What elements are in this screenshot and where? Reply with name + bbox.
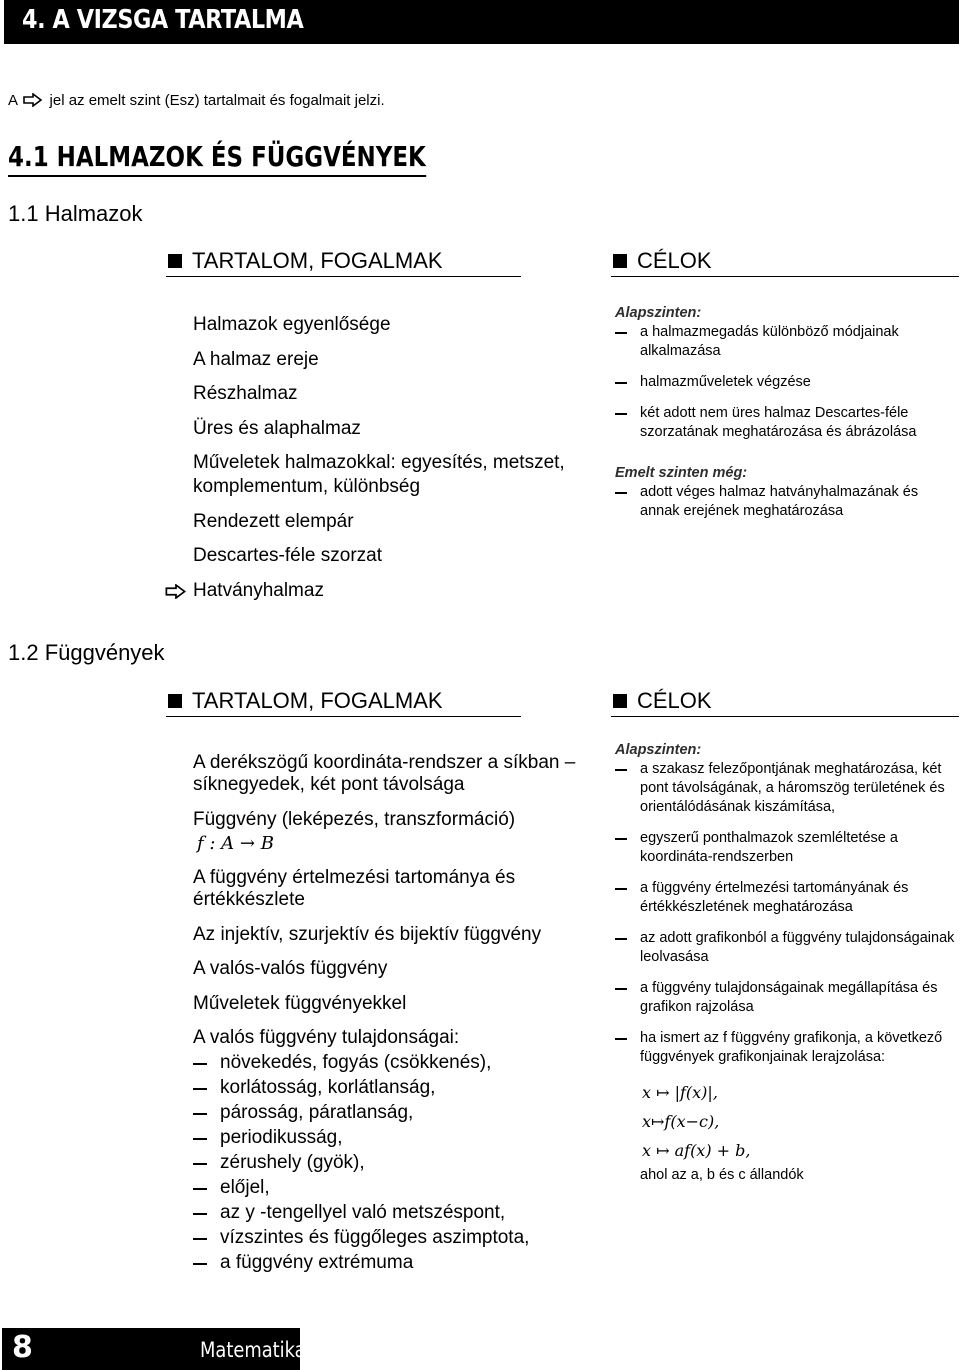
constants-note: ahol az a, b és c állandók <box>640 1167 804 1183</box>
property-item: a függvény extrémuma <box>193 1252 583 1274</box>
goal-item: ha ismert az f függvény grafikonja, a következő függvények grafikonjainak lerajzolása: <box>615 1029 960 1067</box>
list-item: A függvény értelmezési tartománya és értékkészlete <box>193 867 516 910</box>
list-item: Műveletek halmazokkal: egyesítés, metszet, <box>193 452 565 473</box>
property-item: párosság, páratlanság, <box>193 1102 583 1124</box>
property-item: vízszintes és függőleges aszimptota, <box>193 1227 583 1249</box>
square-bullet-icon <box>168 254 182 268</box>
formula-abs: x ↦ |f(x)|, <box>642 1083 718 1102</box>
note-prefix: A <box>8 92 18 109</box>
goal-item: adott véges halmaz hatványhalmazának és annak erejének meghatározása <box>615 483 960 521</box>
content-heading-label: TARTALOM, FOGALMAK <box>192 248 443 273</box>
note-text: jel az emelt szint (Esz) tartalmait és fogalmait jelzi. <box>49 92 385 109</box>
functions-content-list <box>193 752 583 1277</box>
list-item: A halmaz ereje <box>193 348 319 370</box>
list-item: A valós-valós függvény <box>193 958 388 979</box>
subject-label: Matematika <box>200 1338 306 1362</box>
goal-item: halmazműveletek végzése <box>615 373 960 392</box>
square-bullet-icon <box>168 694 182 708</box>
list-item: komplementum, különbség <box>193 476 421 497</box>
page-footer <box>2 1328 306 1370</box>
list-item: Az injektív, szurjektív és bijektív függvény <box>193 923 542 945</box>
square-bullet-icon <box>613 254 627 268</box>
section-title: 4.1 HALMAZOK ÉS FÜGGVÉNYEK <box>8 140 426 177</box>
sets-content-list <box>193 314 565 614</box>
list-item: Műveletek függvényekkel <box>193 992 407 1014</box>
subsection-title-sets: 1.1 Halmazok <box>8 201 143 226</box>
legend-note <box>8 92 385 109</box>
sets-goals <box>615 304 960 533</box>
goal-item: a szakasz felezőpontjának meghatározása, két pont távolságának, a háromszög területének és orientálódásának kiszámítása, <box>615 760 960 817</box>
goal-item: két adott nem üres halmaz Descartes-féle szorzatának meghatározása és ábrázolása <box>615 404 960 442</box>
content-heading <box>166 686 521 717</box>
hollow-arrow-icon <box>165 584 187 599</box>
functions-goals <box>615 741 960 1185</box>
goal-item: egyszerű ponthalmazok szemléltetése a koordináta-rendszerben <box>615 829 960 867</box>
basic-level-label: Alapszinten: <box>615 742 702 758</box>
goals-heading <box>611 246 959 277</box>
formula-scale: x ↦ af(x) + b, <box>642 1141 751 1160</box>
chapter-header-bar <box>4 0 959 44</box>
goal-item: az adott grafikonból a függvény tulajdonságainak leolvasása <box>615 929 960 967</box>
property-item: periodikusság, <box>193 1127 583 1149</box>
square-bullet-icon <box>613 694 627 708</box>
formula-mapping: f : A → B <box>197 832 274 854</box>
subsection-title-functions: 1.2 Függvények <box>8 640 165 665</box>
list-item: A derékszögű koordináta-rendszer a síkban – síknegyedek, két pont távolsága <box>193 752 576 795</box>
goal-item: a függvény értelmezési tartományának és értékkészletének meghatározása <box>615 879 960 917</box>
content-heading-label: TARTALOM, FOGALMAK <box>192 688 443 713</box>
advanced-level-label: Emelt szinten még: <box>615 465 748 481</box>
property-item: előjel, <box>193 1177 583 1199</box>
list-item: Részhalmaz <box>193 383 298 404</box>
property-item: az y -tengellyel való metszéspont, <box>193 1202 583 1224</box>
property-item: zérushely (gyök), <box>193 1152 583 1174</box>
content-heading <box>166 246 521 277</box>
list-item: Halmazok egyenlősége <box>193 314 391 335</box>
list-item: Rendezett elempár <box>193 510 354 532</box>
list-item-label: Hatványhalmaz <box>193 579 324 601</box>
goal-item: a halmazmegadás különböző módjainak alkalmazása <box>615 323 960 361</box>
property-item: korlátosság, korlátlanság, <box>193 1077 583 1099</box>
goal-item: a függvény tulajdonságainak megállapítása és grafikon rajzolása <box>615 979 960 1017</box>
page-number: 8 <box>12 1330 33 1365</box>
property-item: növekedés, fogyás (csökkenés), <box>193 1052 583 1074</box>
goals-heading-label: CÉLOK <box>637 248 712 273</box>
basic-level-label: Alapszinten: <box>615 305 702 321</box>
goals-heading-label: CÉLOK <box>637 688 712 713</box>
hollow-arrow-icon <box>23 93 43 107</box>
goals-heading <box>611 686 959 717</box>
list-item: Descartes-féle szorzat <box>193 545 383 566</box>
list-item: Függvény (leképezés, transzformáció) <box>193 808 516 830</box>
chapter-title: 4. A VIZSGA TARTALMA <box>22 5 304 35</box>
list-item: A valós függvény tulajdonságai: <box>193 1027 460 1048</box>
list-item-advanced <box>193 580 565 602</box>
list-item: Üres és alaphalmaz <box>193 417 361 439</box>
formula-shift: x↦f(x−c), <box>642 1112 720 1131</box>
